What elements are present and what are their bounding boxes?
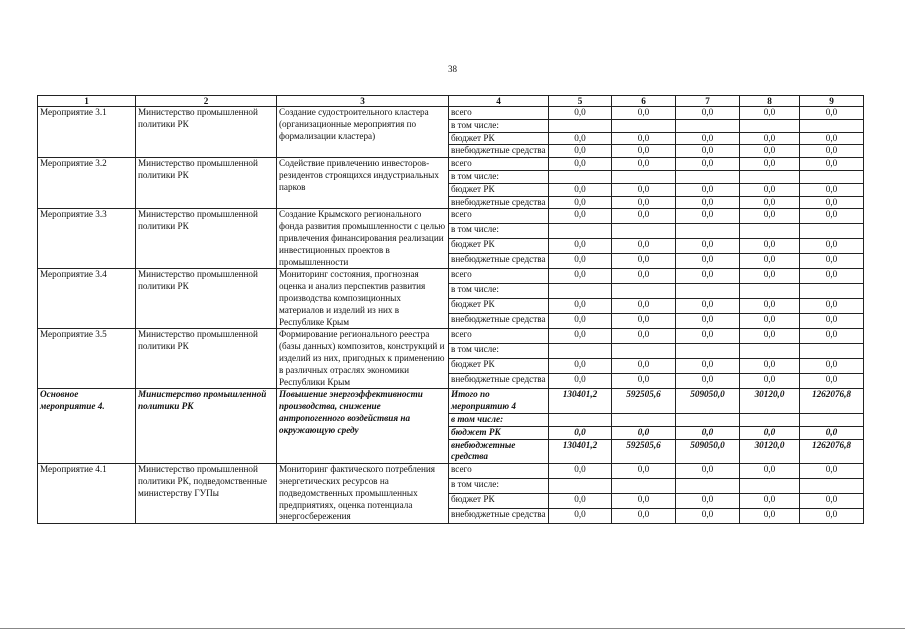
value-cell: 0,0 bbox=[676, 254, 740, 269]
value-cell: 0,0 bbox=[549, 107, 612, 120]
value-cell: 0,0 bbox=[549, 145, 612, 158]
value-cell: 0,0 bbox=[612, 158, 676, 171]
description-cell: Формирование регионального реестра (базы данных) композитов, конструкций и изделий из них, пригодных к применению в различных отраслях экономики Республики Крым bbox=[277, 329, 449, 389]
funding-label-cell: бюджет РК bbox=[449, 132, 549, 145]
value-cell: 0,0 bbox=[549, 269, 612, 284]
value-cell: 0,0 bbox=[800, 132, 864, 145]
value-cell: 0,0 bbox=[549, 132, 612, 145]
funding-label-cell: всего bbox=[449, 464, 549, 479]
value-cell bbox=[740, 224, 800, 239]
value-cell: 0,0 bbox=[740, 299, 800, 314]
funding-label-cell: бюджет РК bbox=[449, 299, 549, 314]
funding-label-cell: в том числе: bbox=[449, 479, 549, 494]
value-cell: 0,0 bbox=[740, 132, 800, 145]
value-cell bbox=[740, 479, 800, 494]
value-cell: 0,0 bbox=[549, 254, 612, 269]
value-cell bbox=[612, 413, 676, 426]
column-header: 3 bbox=[277, 96, 449, 107]
funding-label-cell: всего bbox=[449, 269, 549, 284]
page-number: 38 bbox=[448, 64, 457, 74]
value-cell: 0,0 bbox=[676, 464, 740, 479]
value-cell: 0,0 bbox=[612, 374, 676, 389]
funding-label-cell: в том числе: bbox=[449, 119, 549, 132]
executor-cell: Министерство промышленной политики РК bbox=[136, 269, 277, 329]
value-cell: 0,0 bbox=[549, 509, 612, 524]
funding-label-cell: всего bbox=[449, 209, 549, 224]
funding-label-cell: всего bbox=[449, 158, 549, 171]
value-cell bbox=[612, 284, 676, 299]
value-cell: 0,0 bbox=[740, 107, 800, 120]
value-cell bbox=[676, 119, 740, 132]
value-cell bbox=[676, 284, 740, 299]
value-cell bbox=[612, 119, 676, 132]
value-cell: 0,0 bbox=[612, 239, 676, 254]
executor-cell: Министерство промышленной политики РК, подведомственные министерству ГУПы bbox=[136, 464, 277, 524]
value-cell: 0,0 bbox=[800, 107, 864, 120]
value-cell: 0,0 bbox=[612, 145, 676, 158]
value-cell: 0,0 bbox=[740, 426, 800, 439]
value-cell: 0,0 bbox=[612, 209, 676, 224]
value-cell: 0,0 bbox=[612, 494, 676, 509]
funding-label-cell: внебюджетные средства bbox=[449, 374, 549, 389]
value-cell: 0,0 bbox=[676, 426, 740, 439]
funding-table bbox=[37, 95, 864, 524]
column-header: 2 bbox=[136, 96, 277, 107]
event-cell: Мероприятие 3.4 bbox=[38, 269, 136, 329]
value-cell: 0,0 bbox=[612, 132, 676, 145]
value-cell: 0,0 bbox=[549, 314, 612, 329]
value-cell bbox=[549, 170, 612, 183]
value-cell bbox=[676, 224, 740, 239]
value-cell bbox=[800, 413, 864, 426]
funding-label-cell: внебюджетные средства bbox=[449, 254, 549, 269]
value-cell bbox=[549, 413, 612, 426]
description-cell: Мониторинг фактического потребления энергетических ресурсов на подведомственных промышленных предприятиях, оценка потенциала энергосбережения bbox=[277, 464, 449, 524]
value-cell: 0,0 bbox=[800, 299, 864, 314]
funding-label-cell: в том числе: bbox=[449, 413, 549, 426]
event-cell: Мероприятие 3.5 bbox=[38, 329, 136, 389]
value-cell: 0,0 bbox=[612, 509, 676, 524]
value-cell: 0,0 bbox=[740, 183, 800, 196]
funding-label-cell: внебюджетные средства bbox=[449, 145, 549, 158]
column-header: 7 bbox=[676, 96, 740, 107]
header-row bbox=[38, 96, 864, 107]
value-cell: 0,0 bbox=[612, 254, 676, 269]
value-cell: 0,0 bbox=[676, 183, 740, 196]
table-row bbox=[38, 209, 864, 224]
value-cell: 0,0 bbox=[549, 374, 612, 389]
executor-cell: Министерство промышленной политики РК bbox=[136, 329, 277, 389]
value-cell: 0,0 bbox=[549, 239, 612, 254]
value-cell bbox=[549, 224, 612, 239]
funding-label-cell: внебюджетные средства bbox=[449, 509, 549, 524]
value-cell: 0,0 bbox=[676, 196, 740, 209]
event-cell: Мероприятие 3.3 bbox=[38, 209, 136, 269]
value-cell bbox=[800, 170, 864, 183]
value-cell: 0,0 bbox=[740, 329, 800, 344]
table-row bbox=[38, 389, 864, 414]
value-cell: 0,0 bbox=[676, 269, 740, 284]
value-cell: 0,0 bbox=[612, 464, 676, 479]
value-cell: 0,0 bbox=[740, 158, 800, 171]
value-cell bbox=[676, 344, 740, 359]
value-cell: 130401,2 bbox=[549, 389, 612, 414]
value-cell bbox=[740, 413, 800, 426]
column-header: 8 bbox=[740, 96, 800, 107]
value-cell: 0,0 bbox=[676, 209, 740, 224]
value-cell bbox=[549, 119, 612, 132]
value-cell: 0,0 bbox=[740, 209, 800, 224]
funding-label-cell: бюджет РК bbox=[449, 494, 549, 509]
value-cell: 0,0 bbox=[676, 359, 740, 374]
value-cell bbox=[740, 119, 800, 132]
value-cell: 0,0 bbox=[676, 239, 740, 254]
table-row bbox=[38, 158, 864, 171]
value-cell: 0,0 bbox=[549, 464, 612, 479]
funding-label-cell: в том числе: bbox=[449, 344, 549, 359]
value-cell: 0,0 bbox=[549, 183, 612, 196]
table-row bbox=[38, 269, 864, 284]
value-cell: 509050,0 bbox=[676, 389, 740, 414]
value-cell bbox=[612, 479, 676, 494]
value-cell bbox=[612, 224, 676, 239]
value-cell: 0,0 bbox=[740, 254, 800, 269]
funding-label-cell: внебюджетные средства bbox=[449, 196, 549, 209]
value-cell: 0,0 bbox=[549, 209, 612, 224]
value-cell: 0,0 bbox=[549, 329, 612, 344]
value-cell: 0,0 bbox=[800, 269, 864, 284]
value-cell: 0,0 bbox=[676, 145, 740, 158]
funding-label-cell: всего bbox=[449, 329, 549, 344]
executor-cell: Министерство промышленной политики РК bbox=[136, 107, 277, 158]
value-cell: 0,0 bbox=[549, 359, 612, 374]
value-cell: 0,0 bbox=[800, 464, 864, 479]
value-cell: 592505,6 bbox=[612, 389, 676, 414]
event-cell: Мероприятие 3.1 bbox=[38, 107, 136, 158]
column-header: 5 bbox=[549, 96, 612, 107]
executor-cell: Министерство промышленной политики РК bbox=[136, 209, 277, 269]
value-cell: 0,0 bbox=[612, 299, 676, 314]
value-cell: 0,0 bbox=[740, 494, 800, 509]
value-cell: 0,0 bbox=[612, 107, 676, 120]
value-cell bbox=[800, 224, 864, 239]
value-cell bbox=[800, 119, 864, 132]
description-cell: Мониторинг состояния, прогнозная оценка и анализ перспектив развития производства композиционных материалов и изделий из них в Республике Крым bbox=[277, 269, 449, 329]
column-header: 6 bbox=[612, 96, 676, 107]
value-cell: 0,0 bbox=[740, 464, 800, 479]
value-cell: 0,0 bbox=[676, 299, 740, 314]
value-cell: 0,0 bbox=[549, 494, 612, 509]
value-cell: 0,0 bbox=[612, 269, 676, 284]
funding-label-cell: в том числе: bbox=[449, 284, 549, 299]
value-cell: 592505,6 bbox=[612, 439, 676, 464]
value-cell: 0,0 bbox=[549, 158, 612, 171]
value-cell: 0,0 bbox=[740, 374, 800, 389]
table-row bbox=[38, 464, 864, 479]
value-cell: 0,0 bbox=[612, 359, 676, 374]
value-cell: 0,0 bbox=[549, 426, 612, 439]
value-cell: 0,0 bbox=[676, 329, 740, 344]
value-cell: 0,0 bbox=[800, 254, 864, 269]
value-cell bbox=[549, 479, 612, 494]
value-cell: 0,0 bbox=[800, 183, 864, 196]
value-cell bbox=[740, 170, 800, 183]
funding-label-cell: бюджет РК bbox=[449, 426, 549, 439]
value-cell: 0,0 bbox=[740, 314, 800, 329]
column-header: 1 bbox=[38, 96, 136, 107]
value-cell bbox=[612, 344, 676, 359]
value-cell: 0,0 bbox=[676, 314, 740, 329]
value-cell: 0,0 bbox=[740, 269, 800, 284]
value-cell: 0,0 bbox=[549, 196, 612, 209]
description-cell: Повышение энергоэффективности производства, снижение антропогенного воздействия на окружающую среду bbox=[277, 389, 449, 464]
value-cell bbox=[676, 413, 740, 426]
executor-cell: Министерство промышленной политики РК bbox=[136, 389, 277, 464]
value-cell: 0,0 bbox=[612, 426, 676, 439]
value-cell: 1262076,8 bbox=[800, 439, 864, 464]
event-cell: Основное мероприятие 4. bbox=[38, 389, 136, 464]
value-cell: 0,0 bbox=[740, 196, 800, 209]
value-cell: 0,0 bbox=[612, 329, 676, 344]
executor-cell: Министерство промышленной политики РК bbox=[136, 158, 277, 209]
event-cell: Мероприятие 4.1 bbox=[38, 464, 136, 524]
value-cell: 0,0 bbox=[740, 145, 800, 158]
value-cell bbox=[740, 344, 800, 359]
value-cell: 0,0 bbox=[800, 494, 864, 509]
value-cell: 0,0 bbox=[612, 196, 676, 209]
page-bottom-rule bbox=[0, 628, 905, 629]
value-cell: 0,0 bbox=[800, 374, 864, 389]
value-cell: 0,0 bbox=[800, 145, 864, 158]
value-cell: 0,0 bbox=[800, 359, 864, 374]
value-cell: 0,0 bbox=[740, 509, 800, 524]
value-cell bbox=[800, 344, 864, 359]
value-cell: 30120,0 bbox=[740, 389, 800, 414]
value-cell: 0,0 bbox=[800, 329, 864, 344]
description-cell: Создание судостроительного кластера (организационные мероприятия по формализации кластера) bbox=[277, 107, 449, 158]
value-cell: 1262076,8 bbox=[800, 389, 864, 414]
value-cell: 0,0 bbox=[676, 509, 740, 524]
value-cell: 0,0 bbox=[800, 314, 864, 329]
funding-label-cell: бюджет РК bbox=[449, 359, 549, 374]
funding-label-cell: бюджет РК bbox=[449, 183, 549, 196]
value-cell bbox=[800, 284, 864, 299]
value-cell: 0,0 bbox=[800, 158, 864, 171]
description-cell: Содействие привлечению инвесторов-резидентов строящихся индустриальных парков bbox=[277, 158, 449, 209]
table-row bbox=[38, 329, 864, 344]
value-cell: 0,0 bbox=[676, 158, 740, 171]
value-cell: 0,0 bbox=[800, 426, 864, 439]
value-cell bbox=[800, 479, 864, 494]
description-cell: Создание Крымского регионального фонда развития промышленности с целью привлечения финансирования реализации инвестиционных проектов в промышленности bbox=[277, 209, 449, 269]
value-cell: 0,0 bbox=[676, 107, 740, 120]
value-cell: 0,0 bbox=[740, 359, 800, 374]
value-cell: 130401,2 bbox=[549, 439, 612, 464]
value-cell bbox=[549, 284, 612, 299]
value-cell: 0,0 bbox=[676, 374, 740, 389]
value-cell: 0,0 bbox=[676, 132, 740, 145]
value-cell: 0,0 bbox=[800, 209, 864, 224]
value-cell: 0,0 bbox=[676, 494, 740, 509]
funding-label-cell: внебюджетные средства bbox=[449, 439, 549, 464]
value-cell: 0,0 bbox=[612, 183, 676, 196]
column-header: 9 bbox=[800, 96, 864, 107]
table-row bbox=[38, 107, 864, 120]
funding-label-cell: внебюджетные средства bbox=[449, 314, 549, 329]
funding-label-cell: в том числе: bbox=[449, 224, 549, 239]
value-cell bbox=[676, 170, 740, 183]
funding-label-cell: в том числе: bbox=[449, 170, 549, 183]
column-header: 4 bbox=[449, 96, 549, 107]
value-cell: 509050,0 bbox=[676, 439, 740, 464]
value-cell: 30120,0 bbox=[740, 439, 800, 464]
value-cell: 0,0 bbox=[740, 239, 800, 254]
funding-label-cell: Итого по мероприятию 4 bbox=[449, 389, 549, 414]
value-cell: 0,0 bbox=[549, 299, 612, 314]
value-cell bbox=[740, 284, 800, 299]
value-cell bbox=[549, 344, 612, 359]
value-cell: 0,0 bbox=[800, 196, 864, 209]
funding-label-cell: всего bbox=[449, 107, 549, 120]
value-cell bbox=[612, 170, 676, 183]
value-cell: 0,0 bbox=[800, 509, 864, 524]
funding-label-cell: бюджет РК bbox=[449, 239, 549, 254]
value-cell: 0,0 bbox=[612, 314, 676, 329]
value-cell: 0,0 bbox=[800, 239, 864, 254]
value-cell bbox=[676, 479, 740, 494]
event-cell: Мероприятие 3.2 bbox=[38, 158, 136, 209]
